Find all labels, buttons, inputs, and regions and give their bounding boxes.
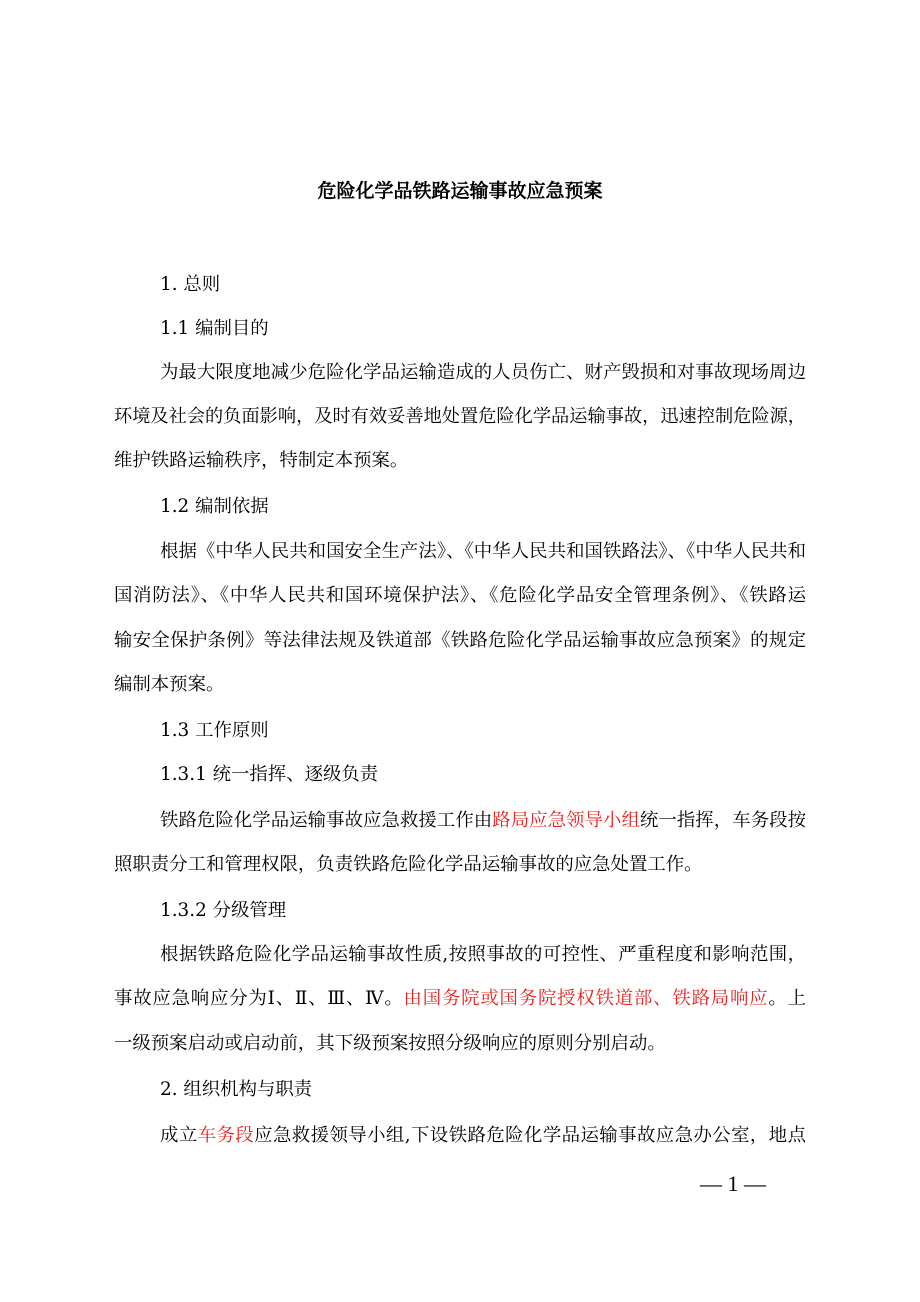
line-text: 成立: [160, 1125, 198, 1146]
highlight-text: 路局应急领导小组: [492, 810, 640, 831]
line-text: 。上: [768, 988, 806, 1009]
heading-purpose: 1.1 编制目的: [160, 318, 269, 339]
heading-graded-management: 1.3.2 分级管理: [160, 900, 287, 921]
paragraph-line: 输安全保护条例》等法律法规及铁道部《铁路危险化学品运输事故应急预案》的规定: [114, 630, 806, 651]
highlight-text: 由国务院或国务院授权铁道部、铁路局响应: [403, 988, 769, 1009]
heading-unified-command: 1.3.1 统一指挥、逐级负责: [160, 764, 379, 785]
document-title: 危险化学品铁路运输事故应急预案: [317, 180, 603, 202]
paragraph-line: 一级预案启动或启动前，其下级预案按照分级响应的原则分别启动。: [114, 1033, 666, 1054]
paragraph-line: [160, 1122, 806, 1150]
paragraph-line: 环境及社会的负面影响，及时有效妥善地处置危险化学品运输事故，迅速控制危险源，: [114, 406, 806, 427]
heading-organization: 2. 组织机构与职责: [160, 1079, 313, 1100]
paragraph-line: 维护铁路运输秩序，特制定本预案。: [114, 450, 409, 471]
line-text: 应急救援领导小组,下设铁路危险化学品运输事故应急办公室，地点: [254, 1125, 806, 1146]
paragraph-line: [114, 985, 806, 1013]
paragraph-line: 编制本预案。: [114, 674, 225, 695]
heading-general: 1. 总则: [160, 274, 221, 295]
paragraph-line: 为最大限度地减少危险化学品运输造成的人员伤亡、财产毁损和对事故现场周边: [160, 362, 806, 383]
paragraph-line: 根据《中华人民共和国安全生产法》、《中华人民共和国铁路法》、《中华人民共和: [160, 541, 806, 562]
line-text: 统一指挥，车务段按: [639, 810, 806, 831]
page-number: — 1 —: [700, 1171, 766, 1196]
line-text: 铁路危险化学品运输事故应急救援工作由: [160, 810, 493, 831]
highlight-text: 车务段: [197, 1125, 255, 1146]
paragraph-line: [160, 807, 806, 835]
paragraph-line: 照职责分工和管理权限，负责铁路危险化学品运输事故的应急处置工作。: [114, 854, 703, 875]
heading-principles: 1.3 工作原则: [160, 720, 269, 741]
heading-basis: 1.2 编制依据: [160, 496, 269, 517]
line-text: 事故应急响应分为Ⅰ、Ⅱ、Ⅲ、Ⅳ。: [114, 988, 404, 1009]
paragraph-line: 国消防法》、《中华人民共和国环境保护法》、《危险化学品安全管理条例》、《铁路运: [114, 585, 806, 606]
paragraph-line: 根据铁路危险化学品运输事故性质,按照事故的可控性、严重程度和影响范围，: [160, 944, 806, 965]
